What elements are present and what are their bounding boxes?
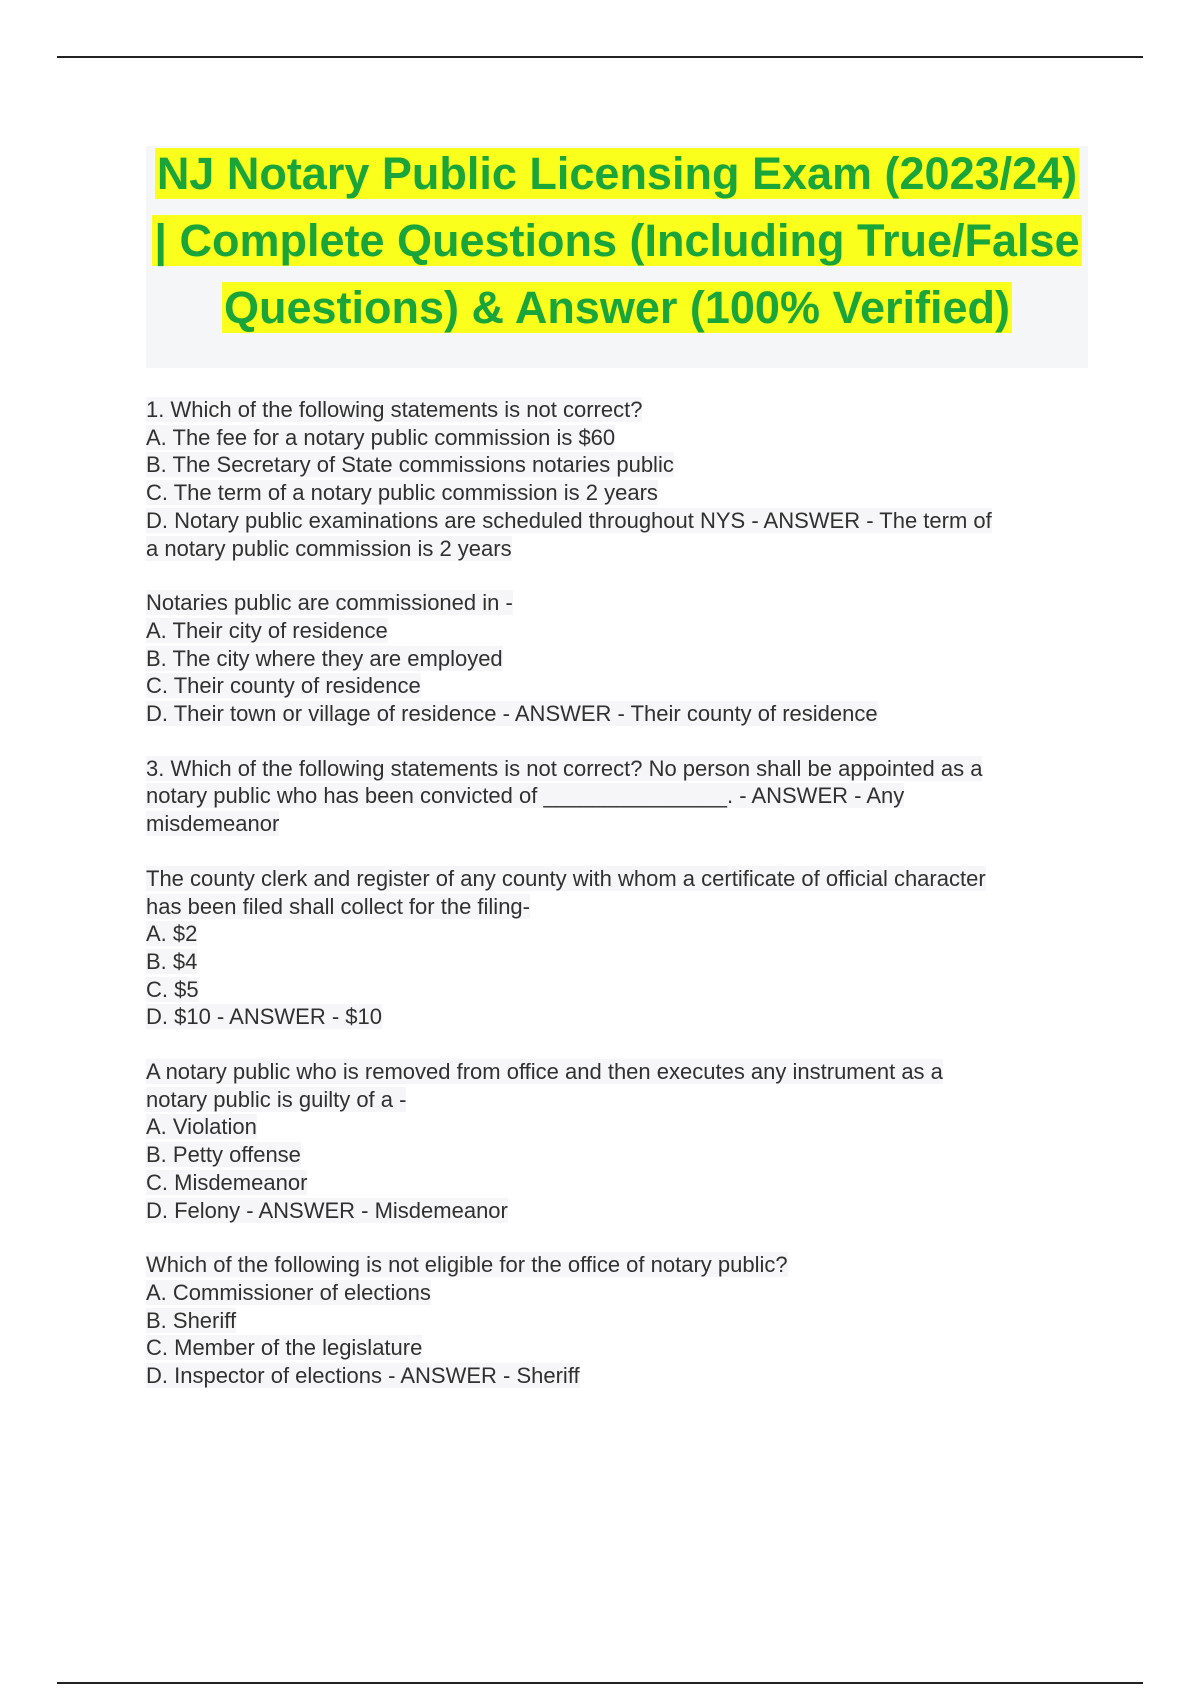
question-line: 3. Which of the following statements is not correct? No person shall be appointed as a (146, 755, 983, 781)
question-line: 1. Which of the following statements is not correct? (146, 397, 643, 422)
question-list (146, 396, 1088, 1417)
question-block (146, 589, 1088, 728)
bottom-rule (57, 1682, 1143, 1684)
question-block (146, 396, 1088, 562)
option-line: D. $10 - ANSWER - $10 (146, 1004, 382, 1030)
title-banner (146, 146, 1088, 368)
option-line: C. Member of the legislature (146, 1335, 423, 1361)
option-line: B. $4 (146, 948, 198, 974)
option-line: A. $2 (146, 921, 198, 947)
option-line: D. Felony - ANSWER - Misdemeanor (146, 1197, 508, 1223)
option-line: B. The Secretary of State commissions notaries public (146, 452, 674, 478)
answer-line: misdemeanor (146, 811, 280, 837)
document-title: NJ Notary Public Licensing Exam (2023/24) | Complete Questions (Including True/False Questions) & Answer (100% Verified) (154, 148, 1080, 333)
question-line: A notary public who is removed from office and then executes any instrument as a (146, 1059, 943, 1085)
question-line: notary public who has been convicted of _______________. - ANSWER - Any (146, 783, 905, 809)
question-block (146, 1251, 1088, 1390)
option-line: D. Their town or village of residence - ANSWER - Their county of residence (146, 701, 878, 727)
option-line: B. Petty offense (146, 1142, 301, 1168)
option-line: A. Their city of residence (146, 617, 388, 643)
question-line: Notaries public are commissioned in - (146, 590, 513, 616)
option-line: C. Their county of residence (146, 673, 421, 699)
option-line: D. Notary public examinations are scheduled throughout NYS - ANSWER - The term of (146, 507, 992, 533)
top-rule (57, 56, 1143, 58)
option-line: A. Commissioner of elections (146, 1279, 431, 1305)
question-line: The county clerk and register of any county with whom a certificate of official character (146, 865, 986, 891)
question-line: has been filed shall collect for the filing- (146, 893, 530, 919)
option-line: D. Inspector of elections - ANSWER - Sheriff (146, 1363, 580, 1389)
option-line: C. $5 (146, 976, 199, 1002)
question-block (146, 755, 1088, 838)
answer-line: a notary public commission is 2 years (146, 535, 512, 561)
question-line: notary public is guilty of a - (146, 1086, 407, 1112)
option-line: C. The term of a notary public commission is 2 years (146, 480, 658, 506)
option-line: A. Violation (146, 1114, 257, 1140)
option-line: B. The city where they are employed (146, 645, 503, 671)
option-line: C. Misdemeanor (146, 1169, 308, 1195)
option-line: B. Sheriff (146, 1307, 237, 1333)
question-line: Which of the following is not eligible for the office of notary public? (146, 1252, 788, 1278)
question-block (146, 1058, 1088, 1224)
question-block (146, 865, 1088, 1031)
option-line: A. The fee for a notary public commission is $60 (146, 424, 616, 450)
